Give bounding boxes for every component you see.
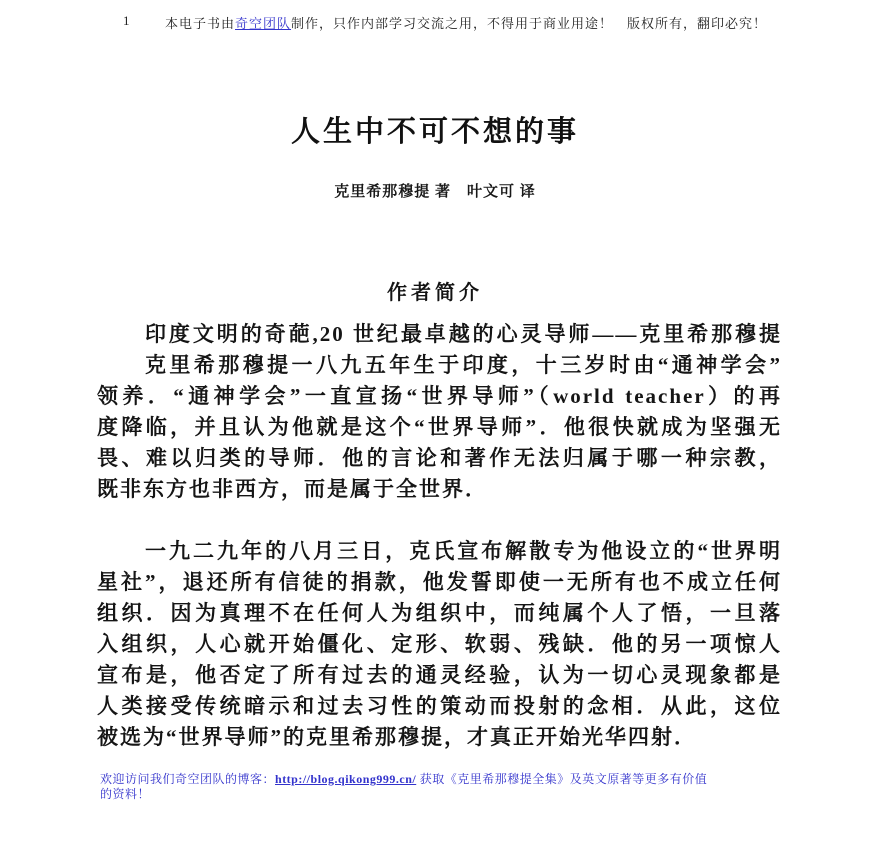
copyright-notice-prefix: 本电子书由 [165, 16, 236, 31]
body-line: 度降临，并且认为他就是这个“世界导师”．他很快就成为坚强无 [97, 415, 782, 439]
section-heading: 作者简介 [387, 282, 483, 304]
footer-prefix: 欢迎访问我们奇空团队的博客： [100, 772, 276, 786]
body-line: 印度文明的奇葩,20 世纪最卓越的心灵导师——克里希那穆提 [145, 322, 782, 346]
body-line: 既非东方也非西方，而是属于全世界． [97, 477, 488, 501]
body-line: 克里希那穆提一八九五年生于印度，十三岁时由“通神学会” [145, 353, 782, 377]
body-line: 人类接受传统暗示和过去习性的策动而投射的念相．从此，这位 [97, 694, 782, 718]
body-text [97, 319, 782, 753]
body-line: 领养．“通神学会”一直宣扬“世界导师”（world teacher）的再 [97, 384, 782, 408]
page-header [0, 13, 870, 33]
footer-suffix: 获取《克里希那穆提全集》及英文原著等更多有价值 [416, 772, 708, 786]
body-line: 入组织，人心就开始僵化、定形、软弱、残缺．他的另一项惊人 [97, 632, 782, 656]
copyright-notice [165, 13, 767, 32]
book-title: 人生中不可不想的事 [290, 116, 579, 148]
qikong-team-link[interactable]: 奇空团队 [235, 16, 292, 31]
body-line: 被选为“世界导师”的克里希那穆提，才真正开始光华四射． [97, 725, 697, 749]
footer-line-2: 的资料！ [100, 787, 151, 801]
page-footer [100, 772, 780, 802]
footer-line-1 [100, 772, 780, 787]
byline: 克里希那穆提 著 叶文可 译 [334, 184, 536, 200]
body-line: 一九二九年的八月三日，克氏宣布解散专为他设立的“世界明 [145, 539, 782, 563]
body-line: 畏、难以归类的导师．他的言论和著作无法归属于哪一种宗教， [97, 446, 782, 470]
body-line: 宣布是，他否定了所有过去的通灵经验，认为一切心灵现象都是 [97, 663, 782, 687]
body-line: 星社”，退还所有信徒的捐款，他发誓即使一无所有也不成立任何 [97, 570, 782, 594]
blog-url-link[interactable]: http://blog.qikong999.cn/ [275, 772, 417, 786]
body-line: 组织．因为真理不在任何人为组织中，而纯属个人了悟，一旦落 [97, 601, 782, 625]
copyright-notice-suffix: 制作，只作内部学习交流之用，不得用于商业用途！ 版权所有，翻印必究！ [291, 16, 768, 31]
page-number: 1 [123, 13, 130, 28]
